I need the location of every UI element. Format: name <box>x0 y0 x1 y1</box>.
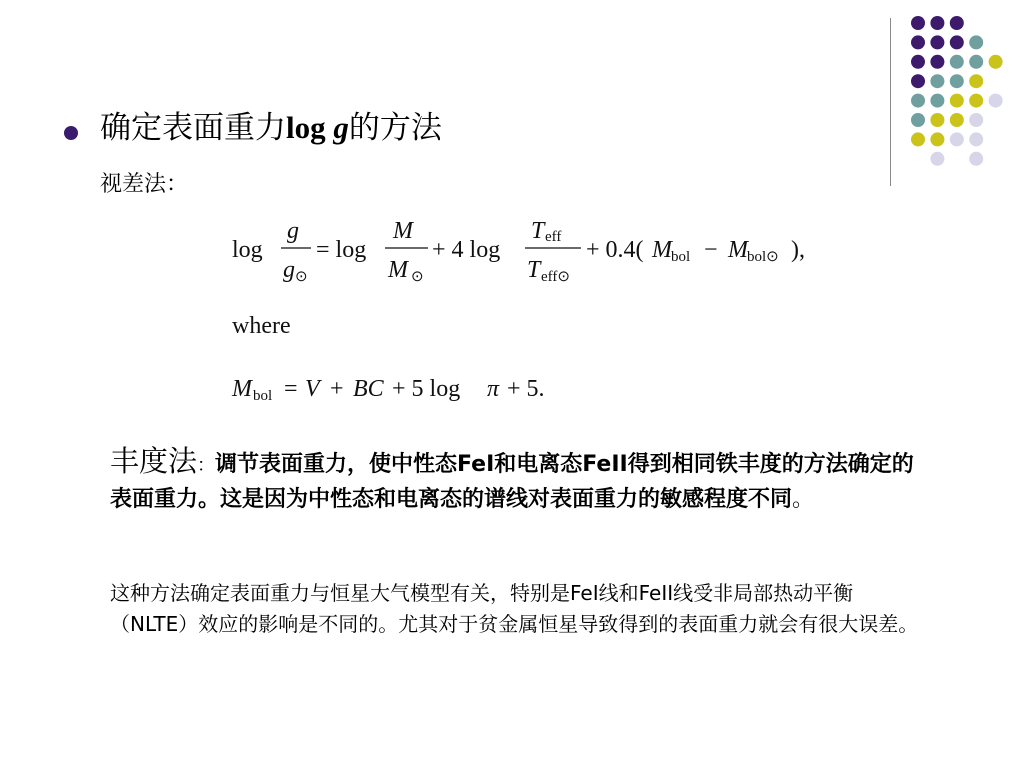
f-where: where <box>232 313 291 339</box>
abundance-text1: 调节表面重力，使中性态 <box>215 452 458 477</box>
decor-dot <box>911 74 925 88</box>
divider-line <box>890 18 891 186</box>
f-sun1: ⊙ <box>295 269 308 285</box>
decor-dot <box>950 16 964 30</box>
f-close: ), <box>791 237 805 263</box>
f-bol3: bol <box>253 388 273 404</box>
decor-dot <box>969 55 983 69</box>
f-log1: log <box>232 237 263 263</box>
heading-g: g <box>333 110 349 145</box>
decor-dot <box>969 35 983 49</box>
f-eq2: = <box>284 376 298 402</box>
f-plus04: + 0.4( <box>586 237 644 263</box>
abundance-colon: ： <box>197 455 216 476</box>
decor-dot <box>989 55 1003 69</box>
decor-dot <box>911 113 925 127</box>
f-BC: BC <box>353 376 384 402</box>
abundance-text3: 得到相同铁丰度的方法确定的表面重力。这是因为中性态和电离态的谱线对表面重力的敏感程度不同 <box>110 452 914 512</box>
decor-dot <box>969 113 983 127</box>
f-Mbol1: M <box>652 237 672 263</box>
decor-dot <box>930 94 944 108</box>
abundance-end: 。 <box>792 487 815 512</box>
decor-dot <box>930 35 944 49</box>
decor-dot <box>969 94 983 108</box>
heading-log: log <box>286 110 334 145</box>
f-eq1: = log <box>316 237 367 263</box>
decor-dot <box>950 55 964 69</box>
decor-dot <box>950 74 964 88</box>
f-bol2: bol⊙ <box>747 249 779 265</box>
f-T-num: T <box>531 218 545 244</box>
heading-prefix: 确定表面重力 <box>100 110 286 146</box>
f-plus4log: + 4 log <box>432 237 501 263</box>
bullet-icon <box>64 126 78 140</box>
abundance-fe1: FeI <box>457 452 495 477</box>
abundance-lead: 丰度法 <box>110 444 198 478</box>
f-M-num: M <box>393 218 413 244</box>
decor-dot <box>930 152 944 166</box>
gravity-formula <box>225 205 845 415</box>
decor-dot <box>969 74 983 88</box>
f-eff-den: eff⊙ <box>541 269 570 285</box>
f-minus: − <box>704 237 718 263</box>
decor-dot <box>930 74 944 88</box>
f-M-den: M <box>388 257 408 283</box>
f-bol1: bol <box>671 249 691 265</box>
decor-dot <box>950 113 964 127</box>
abundance-paragraph <box>110 444 930 517</box>
heading-suffix: 的方法 <box>348 110 442 146</box>
f-plus5: + 5. <box>507 376 545 402</box>
decor-dot <box>930 132 944 146</box>
decor-dot <box>989 94 1003 108</box>
f-M3: M <box>232 376 252 402</box>
decor-dot <box>930 16 944 30</box>
f-T-den: T <box>527 257 541 283</box>
parallax-label: 视差法： <box>100 172 189 197</box>
decor-dot <box>911 35 925 49</box>
f-g-den: g <box>283 257 295 283</box>
f-plus5log: + 5 log <box>392 376 461 402</box>
decor-dot <box>950 94 964 108</box>
decor-dot <box>969 132 983 146</box>
decor-dot <box>911 132 925 146</box>
decor-dot <box>911 94 925 108</box>
slide-heading <box>100 106 442 150</box>
f-plus-a: + <box>330 376 344 402</box>
f-V: V <box>305 376 320 402</box>
abundance-text2: 和电离态 <box>494 452 583 477</box>
f-pi: π <box>487 376 500 402</box>
decor-dot <box>911 55 925 69</box>
decor-dot <box>930 113 944 127</box>
f-Mbol2: M <box>728 237 748 263</box>
note-paragraph: 这种方法确定表面重力与恒星大气模型有关，特别是FeI线和FeII线受非局部热动平衡（NLTE）效应的影响是不同的。尤其对于贫金属恒星导致得到的表面重力就会有很大误差。 <box>110 581 919 636</box>
f-sun2: ⊙ <box>411 269 424 285</box>
decor-dot <box>969 152 983 166</box>
abundance-fe2: FeII <box>582 452 628 477</box>
decor-dot <box>950 132 964 146</box>
decor-dot <box>950 35 964 49</box>
f-g-num: g <box>287 218 299 244</box>
f-eff-num: eff <box>545 229 562 245</box>
decor-dot <box>911 16 925 30</box>
decor-dot <box>930 55 944 69</box>
